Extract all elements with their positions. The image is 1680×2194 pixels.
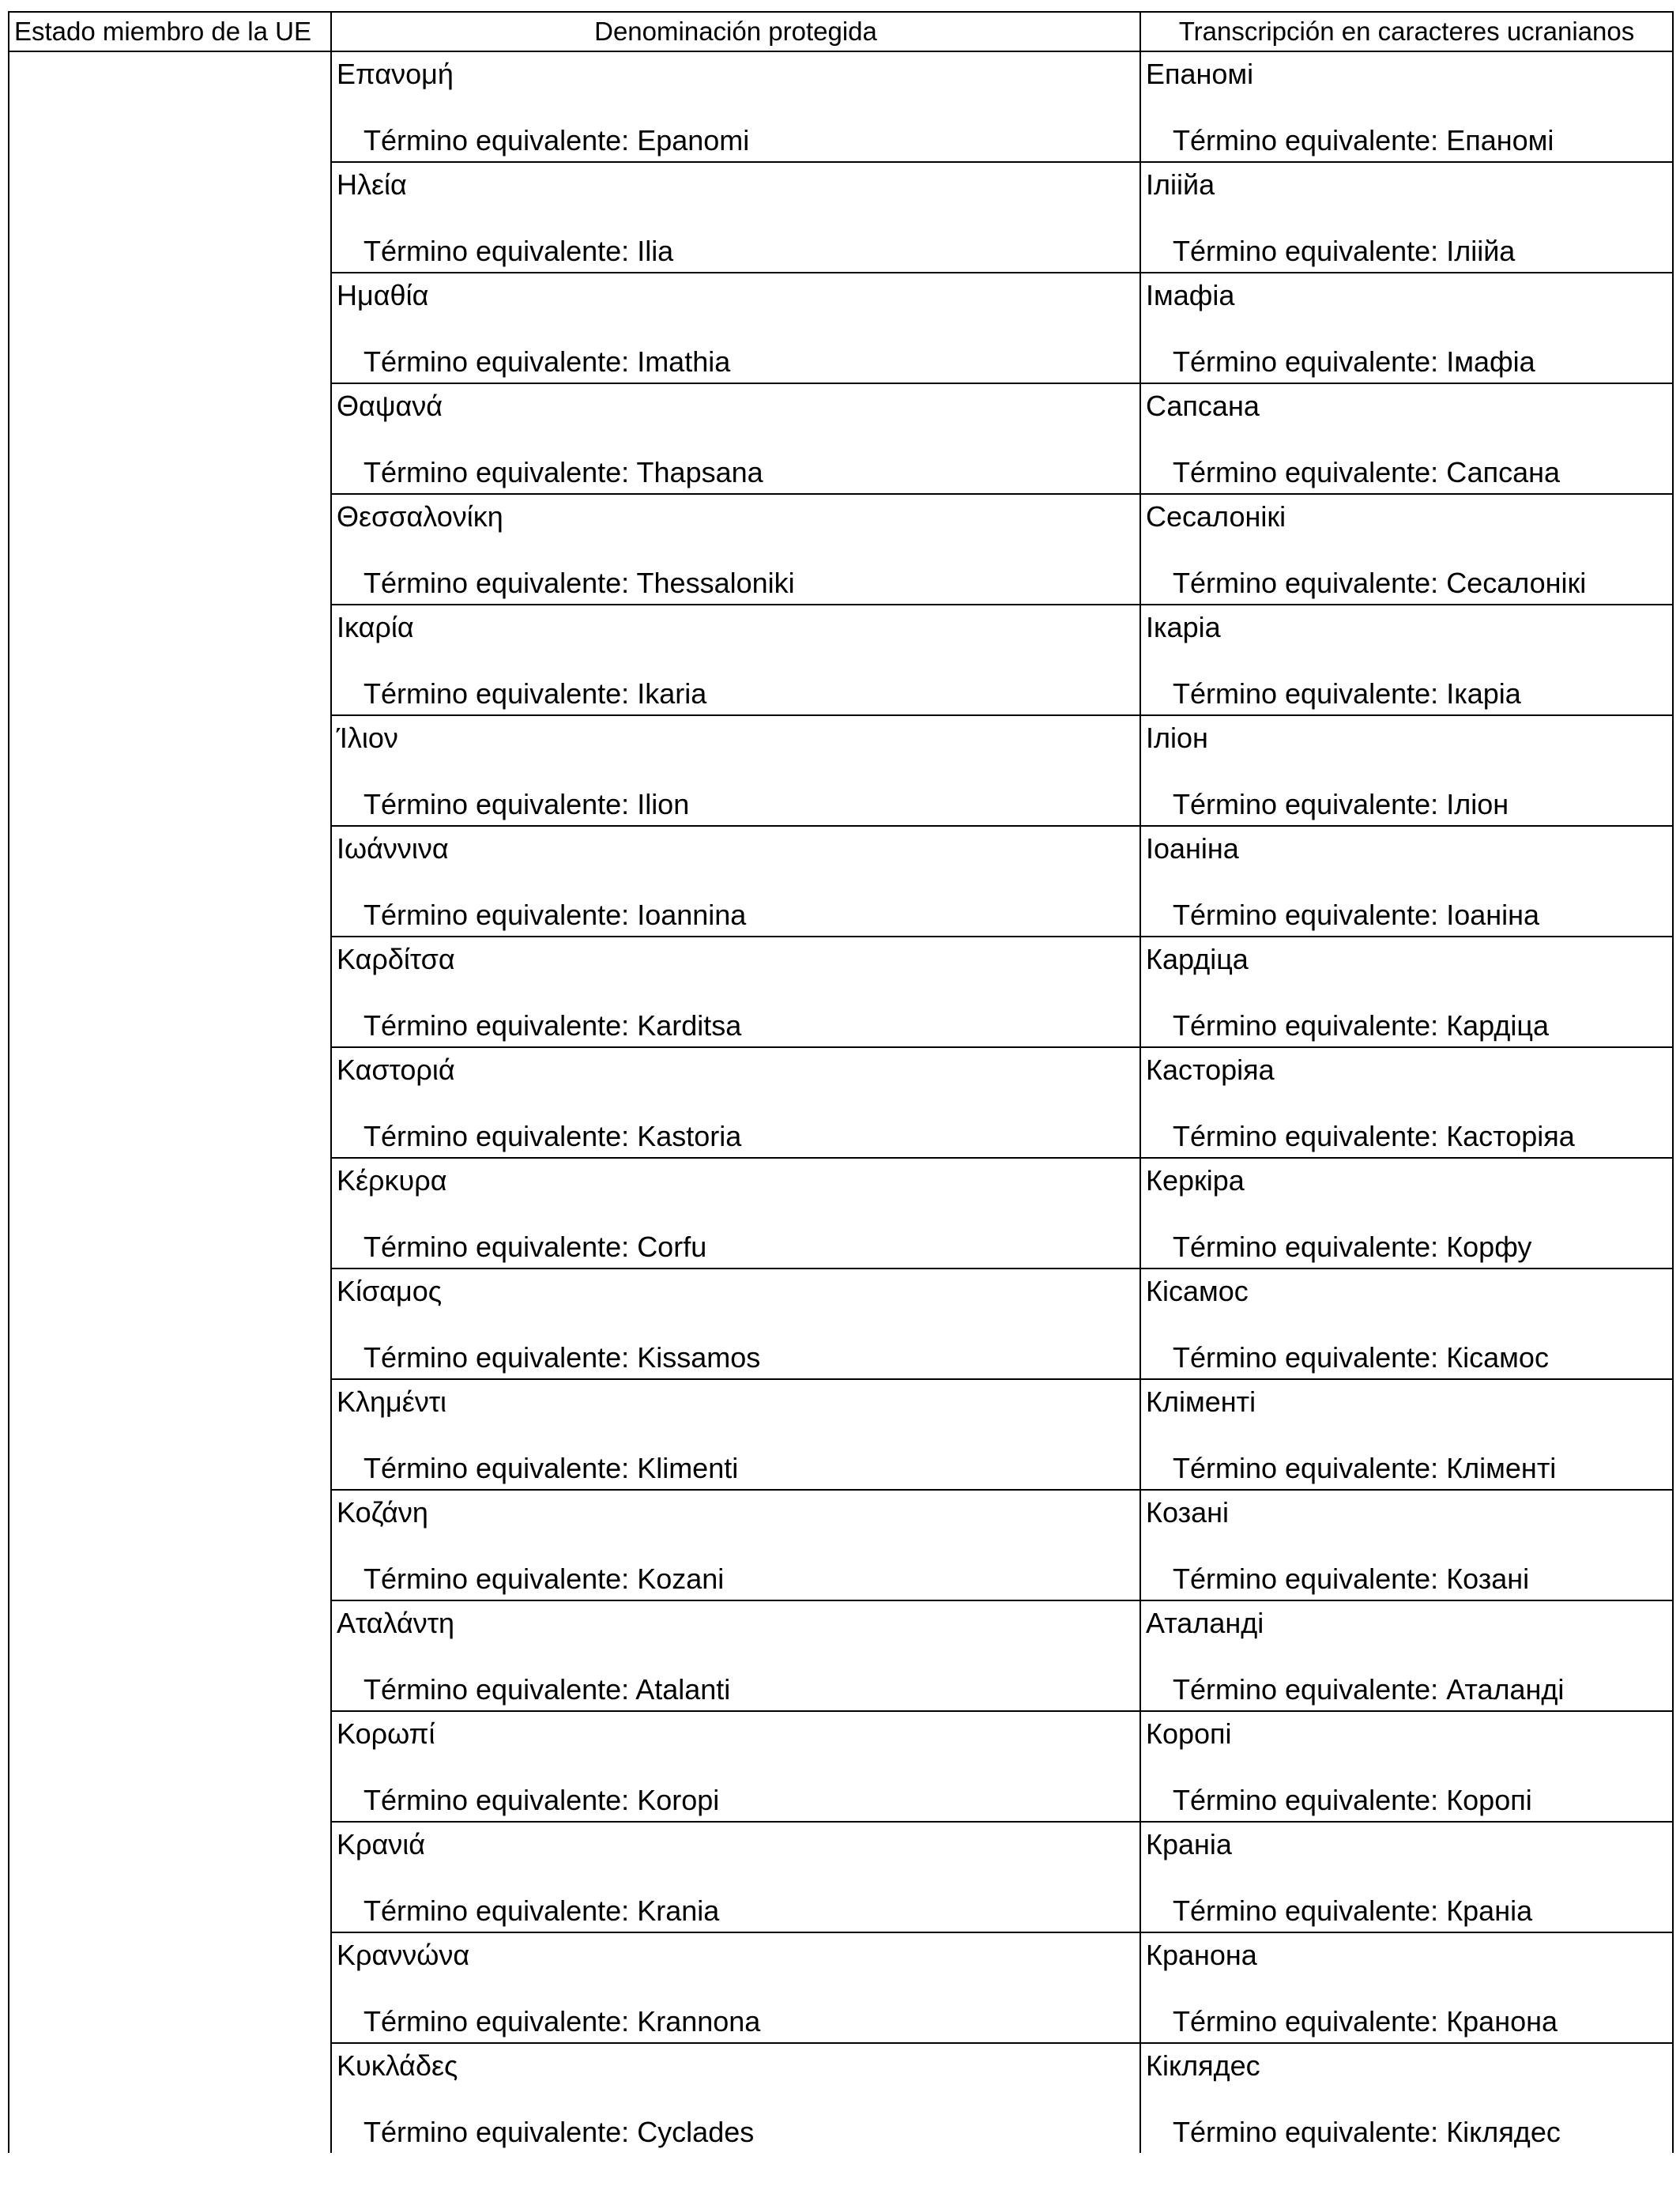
transcription: Касторіяа [1146,1054,1275,1086]
equivalent-term [363,1342,760,1374]
protected-name-cell [331,826,1140,937]
transcription: Ікаріа [1146,611,1221,643]
equivalent-transcription-value: Козані [1446,1563,1530,1595]
equivalent-term-value: Klimenti [637,1452,739,1484]
equivalent-term-value: Karditsa [637,1009,742,1042]
protected-name: Αταλάντη [337,1607,455,1639]
protected-name: Ικαρία [337,611,414,643]
equivalent-transcription [1173,899,1539,931]
protected-name: Κίσαμος [337,1275,443,1307]
equivalent-term-label: Término equivalente: [1173,899,1447,931]
transcription-cell [1140,162,1673,273]
equivalent-term-label: Término equivalente: [363,1341,638,1374]
transcription-cell [1140,51,1673,162]
protected-name: Κραννώνα [337,1939,470,1971]
equivalent-term [363,2117,754,2148]
header-transcription: Transcripción en caracteres ucranianos [1140,12,1673,51]
equivalent-term-label: Término equivalente: [363,124,638,156]
transcription: Іоаніна [1146,832,1239,865]
transcription: Іліон [1146,722,1208,754]
transcription: Краніа [1146,1828,1232,1860]
equivalent-term-label: Término equivalente: [1173,567,1447,599]
protected-name-cell [331,1822,1140,1932]
equivalent-term-value: Ioannina [637,899,747,931]
equivalent-transcription-value: Коропі [1446,1784,1532,1816]
protected-name-cell [331,1711,1140,1822]
equivalent-transcription-value: Аталанді [1446,1673,1565,1706]
equivalent-transcription [1173,1895,1532,1927]
equivalent-transcription [1173,1342,1549,1374]
equivalent-transcription-value: Кіклядес [1446,2116,1561,2148]
equivalent-term [363,1121,741,1152]
equivalent-transcription-value: Краніа [1446,1894,1533,1927]
transcription-cell [1140,1822,1673,1932]
equivalent-transcription [1173,1453,1556,1484]
equivalent-term-label: Término equivalente: [1173,1341,1447,1374]
protected-name-cell [331,1600,1140,1711]
equivalent-term-value: Kozani [637,1563,725,1595]
equivalent-term-label: Término equivalente: [1173,1563,1447,1595]
transcription: Кранона [1146,1939,1257,1971]
transcription-cell [1140,1379,1673,1490]
equivalent-term-value: Cyclades [637,2116,755,2148]
equivalent-term-label: Término equivalente: [1173,1894,1447,1927]
protected-name-cell [331,383,1140,494]
protected-name: Κοζάνη [337,1496,428,1529]
header-state: Estado miembro de la UE [9,12,331,51]
equivalent-transcription [1173,1785,1532,1816]
equivalent-transcription [1173,2006,1558,2038]
transcription-cell [1140,937,1673,1047]
protected-name: Ηλεία [337,168,407,201]
transcription: Кісамос [1146,1275,1249,1307]
equivalent-term-label: Término equivalente: [363,235,638,267]
equivalent-transcription-value: Кардіца [1446,1009,1550,1042]
equivalent-term-label: Término equivalente: [1173,677,1447,710]
equivalent-term [363,1231,706,1263]
equivalent-term-value: Kissamos [637,1341,761,1374]
equivalent-term [363,1563,724,1595]
transcription-cell [1140,826,1673,937]
transcription-cell [1140,2043,1673,2153]
equivalent-transcription-value: Іліійа [1446,235,1516,267]
protected-name: Επανομή [337,58,454,90]
equivalent-term-label: Término equivalente: [1173,235,1447,267]
transcription-cell [1140,1600,1673,1711]
equivalent-term [363,567,795,599]
equivalent-term-label: Término equivalente: [363,345,638,378]
protected-name-cell [331,1269,1140,1379]
table-row [9,51,1673,162]
equivalent-transcription [1173,1121,1575,1152]
equivalent-term-value: Ikaria [637,677,707,710]
equivalent-transcription [1173,457,1560,488]
equivalent-term-label: Término equivalente: [363,1452,638,1484]
equivalent-term-label: Término equivalente: [363,1894,638,1927]
protected-name-cell [331,162,1140,273]
equivalent-transcription [1173,789,1509,820]
equivalent-term [363,236,673,267]
protected-name: Ίλιον [337,722,398,754]
equivalent-term-value: Kastoria [637,1120,742,1152]
header-protected-name: Denominación protegida [331,12,1140,51]
transcription: Козані [1146,1496,1229,1529]
equivalent-term [363,1674,730,1706]
equivalent-term-label: Término equivalente: [363,788,638,820]
equivalent-term-label: Término equivalente: [363,899,638,931]
protected-name: Καστοριά [337,1054,455,1086]
protected-name-cell [331,1158,1140,1269]
protected-name-cell [331,1932,1140,2043]
equivalent-transcription-value: Імафіа [1446,345,1535,378]
member-state-cell [9,51,331,2153]
equivalent-term-label: Término equivalente: [363,2005,638,2038]
equivalent-term [363,346,730,378]
equivalent-term-label: Término equivalente: [1173,1231,1447,1263]
transcription: Кіклядес [1146,2049,1260,2082]
equivalent-term-value: Koropi [637,1784,720,1816]
equivalent-transcription [1173,1231,1531,1263]
equivalent-term-label: Término equivalente: [1173,2005,1447,2038]
equivalent-transcription-value: Сесалонікі [1446,567,1587,599]
equivalent-term-label: Término equivalente: [1173,345,1447,378]
equivalent-term-label: Término equivalente: [1173,788,1447,820]
equivalent-term-label: Término equivalente: [1173,1120,1447,1152]
equivalent-term-label: Término equivalente: [363,1563,638,1595]
equivalent-term-label: Término equivalente: [363,456,637,488]
equivalent-transcription-value: Кісамос [1446,1341,1549,1374]
equivalent-term-label: Término equivalente: [1173,1784,1447,1816]
equivalent-term [363,678,706,710]
equivalent-term-value: Krannona [637,2005,761,2038]
transcription: Керкіра [1146,1164,1245,1197]
transcription: Сесалонікі [1146,500,1286,533]
transcription-cell [1140,715,1673,826]
equivalent-transcription [1173,2117,1561,2148]
equivalent-transcription-value: Епаномі [1446,124,1554,156]
equivalent-term-value: Ilion [637,788,690,820]
transcription-cell [1140,1269,1673,1379]
equivalent-term-label: Término equivalente: [363,567,637,599]
protected-name: Ημαθία [337,279,429,311]
transcription-cell [1140,494,1673,605]
equivalent-transcription-value: Кранона [1446,2005,1558,2038]
transcription: Аталанді [1146,1607,1264,1639]
protected-name: Κλημέντι [337,1385,447,1418]
transcription: Коропі [1146,1717,1232,1750]
equivalent-term-value: Epanomi [637,124,750,156]
equivalent-term-value: Thessaloniki [636,567,795,599]
equivalent-term [363,1785,719,1816]
protected-name-cell [331,273,1140,383]
equivalent-transcription-value: Корфу [1446,1231,1532,1263]
equivalent-term-value: Corfu [637,1231,707,1263]
equivalent-transcription [1173,1010,1549,1042]
protected-name-cell [331,1490,1140,1600]
equivalent-term [363,1895,719,1927]
transcription: Кліменті [1146,1385,1256,1418]
transcription: Епаномі [1146,58,1254,90]
transcription-cell [1140,1047,1673,1158]
equivalent-term [363,1453,738,1484]
transcription-cell [1140,383,1673,494]
equivalent-transcription [1173,1563,1529,1595]
equivalent-term [363,899,746,931]
protected-name: Καρδίτσα [337,943,455,975]
equivalent-term-label: Término equivalente: [363,1784,638,1816]
equivalent-transcription [1173,1674,1564,1706]
equivalent-transcription-value: Касторіяа [1446,1120,1575,1152]
equivalent-term-value: Imathia [637,345,731,378]
equivalent-term [363,125,749,156]
table-header-row [9,12,1673,51]
equivalent-transcription [1173,236,1515,267]
equivalent-term-label: Término equivalente: [1173,1009,1447,1042]
equivalent-term-label: Término equivalente: [363,1231,638,1263]
transcription: Імафіа [1146,279,1235,311]
protected-name-cell [331,494,1140,605]
equivalent-term-value: Krania [637,1894,720,1927]
equivalent-term [363,457,763,488]
equivalent-term [363,2006,760,2038]
equivalent-term [363,789,689,820]
equivalent-term-value: Thapsana [636,456,763,488]
protected-name-cell [331,2043,1140,2153]
transcription-cell [1140,273,1673,383]
protected-name: Κορωπί [337,1717,435,1750]
protected-name: Κέρκυρα [337,1164,447,1197]
protected-name-cell [331,715,1140,826]
equivalent-term-value: Ilia [637,235,674,267]
transcription-cell [1140,605,1673,715]
equivalent-transcription-value: Сапсана [1446,456,1561,488]
protected-name: Θεσσαλονίκη [337,500,503,533]
equivalent-transcription [1173,346,1535,378]
equivalent-transcription-value: Ікаріа [1446,677,1521,710]
transcription-cell [1140,1711,1673,1822]
equivalent-transcription-value: Іліон [1446,788,1509,820]
protected-name: Κυκλάδες [337,2049,458,2082]
equivalent-transcription-value: Іоаніна [1446,899,1540,931]
equivalent-term-label: Término equivalente: [363,1009,638,1042]
table-body [9,51,1673,2153]
protected-name: Κρανιά [337,1828,426,1860]
protected-name-cell [331,1379,1140,1490]
equivalent-term-value: Atalanti [635,1673,731,1706]
equivalent-transcription-value: Кліменті [1446,1452,1557,1484]
equivalent-term-label: Término equivalente: [363,2116,638,2148]
protected-name: Ιωάννινα [337,832,449,865]
transcription: Кардіца [1146,943,1249,975]
transcription-cell [1140,1490,1673,1600]
equivalent-term-label: Término equivalente: [363,1673,636,1706]
protected-name-cell [331,51,1140,162]
equivalent-term-label: Término equivalente: [1173,2116,1447,2148]
equivalent-term-label: Término equivalente: [1173,1673,1447,1706]
protected-name-cell [331,937,1140,1047]
transcription: Сапсана [1146,390,1260,422]
equivalent-term-label: Término equivalente: [363,677,638,710]
equivalent-term [363,1010,741,1042]
transcription: Іліійа [1146,168,1215,201]
equivalent-term-label: Término equivalente: [1173,456,1447,488]
transcription-cell [1140,1932,1673,2043]
protected-name: Θαψανά [337,390,443,422]
equivalent-transcription [1173,567,1586,599]
protected-name-cell [331,1047,1140,1158]
equivalent-term-label: Término equivalente: [363,1120,638,1152]
equivalent-transcription [1173,678,1521,710]
equivalent-transcription [1173,125,1554,156]
designations-table [8,11,1674,2153]
transcription-cell [1140,1158,1673,1269]
protected-name-cell [331,605,1140,715]
equivalent-term-label: Término equivalente: [1173,124,1447,156]
equivalent-term-label: Término equivalente: [1173,1452,1447,1484]
